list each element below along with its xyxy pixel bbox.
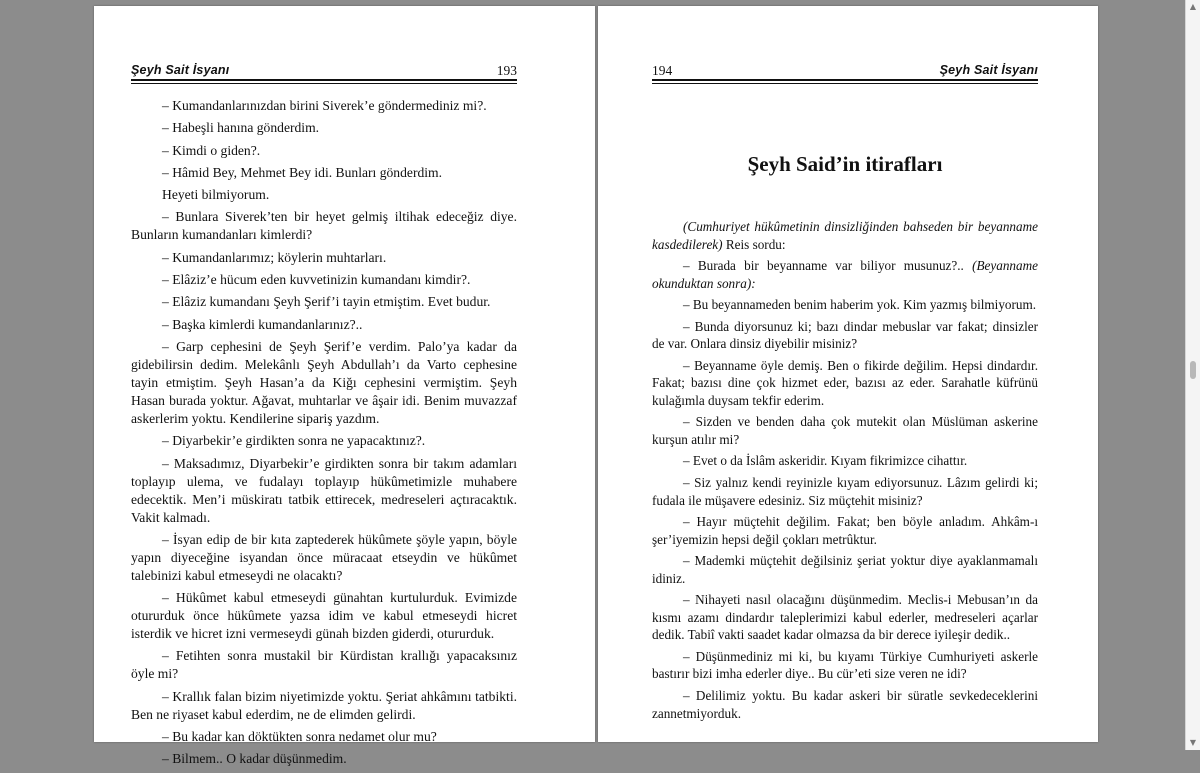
- scrollbar-thumb[interactable]: [1190, 361, 1196, 379]
- paragraph: – Beyanname öyle demiş. Ben o fikirde değilim. Hepsi dindardır. Fakat; bazısı dine çok hizmet eder, bazısı az eder. Sarahatle küfrünü kulağımla duysam tekfir ederim.: [652, 357, 1038, 408]
- intro-paragraph: [652, 218, 1038, 253]
- paragraph: – Kumandanlarımız; köylerin muhtarları.: [162, 249, 387, 265]
- left-header-rule-thick: [131, 79, 517, 81]
- paragraph: – Habeşli hanına gönderdim.: [162, 120, 320, 136]
- paragraph: – Elâziz’e hücum eden kuvvetinizin kumandanı kimdir?.: [162, 272, 471, 288]
- intro-italic-text: (Cumhuriyet hükûmetinin dinsizliğinden bahseden bir beyanname kasdedilerek): [652, 219, 1038, 252]
- right-page-number: 194: [652, 63, 673, 78]
- paragraph: – Delilimiz yoktu. Bu kadar askeri bir süratle sevkedeceklerini zannetmiyorduk.: [652, 687, 1038, 721]
- paragraph: – Diyarbekir’e girdikten sonra ne yapacaktınız?.: [162, 433, 426, 449]
- right-running-head: [652, 61, 1038, 81]
- intro-text: Reis sordu:: [722, 236, 786, 252]
- left-header-rule-thin: [131, 83, 517, 84]
- paragraph: – Hâmid Bey, Mehmet Bey idi. Bunları gönderdim.: [162, 164, 443, 180]
- right-header-rule-thick: [652, 79, 1038, 81]
- paragraph: – Nihayeti nasıl olacağını düşünmedim. Meclis-i Mebusan’ın da kısmı azamı dindardır taleplerimizi kabul ederler, medreseleri açarlar dedik. Tabiî vakti saadet kadar olmazsa da bir derece iyileşir dedik..: [652, 592, 1038, 643]
- right-header-rule-thin: [652, 83, 1038, 84]
- question-text: – Burada bir beyanname var biliyor musunuz?..: [683, 258, 973, 274]
- left-running-title: Şeyh Sait İsyanı: [131, 63, 230, 77]
- paragraph: – Hayır müçtehit değilim. Fakat; ben böyle anladım. Ahkâm-ı şer’iyemizin hepsi değil çokları metrûktur.: [652, 514, 1038, 547]
- paragraph: – Krallık falan bizim niyetimizde yoktu. Şeriat ahkâmını tatbikti. Ben ne riyaset kabul ederdim, ne de elimden gelirdi.: [131, 688, 517, 722]
- paragraph: – Bunda diyorsunuz ki; bazı dindar mebuslar var fakat; dinsizler de var. Onlara dinsiz diyebilir misiniz?: [652, 318, 1038, 352]
- paragraph: – Mademki müçtehit değilsiniz şeriat yoktur diye ayaklanmamalı idiniz.: [652, 553, 1038, 586]
- right-page-body: [652, 218, 1038, 726]
- left-page: [94, 6, 595, 767]
- paragraph: – Bilmem.. O kadar düşünmedim.: [162, 751, 347, 767]
- paragraph: – Kimdi o giden?.: [162, 142, 261, 158]
- paragraph: – Kumandanlarınızdan birini Siverek’e göndermediniz mi?.: [162, 98, 487, 113]
- paragraph: – Sizden ve benden daha çok mutekit olan Müslüman askerine kurşun atılır mi?: [652, 414, 1038, 447]
- scroll-up-arrow-icon[interactable]: ▲: [1189, 2, 1197, 11]
- paragraph: – Bu kadar kan döktükten sonra nedamet olur mu?: [162, 729, 437, 745]
- left-page-number: 193: [496, 63, 517, 78]
- paragraph: – Başka kimlerdi kumandanlarınız?..: [162, 316, 363, 332]
- paragraph: Heyeti bilmiyorum.: [162, 187, 270, 203]
- paragraph: – Evet o da İslâm askeridir. Kıyam fikrimizce cihattır.: [683, 453, 968, 469]
- vertical-scrollbar[interactable]: [1185, 0, 1200, 750]
- paragraph: – Maksadımız, Diyarbekir’e girdikten sonra bir takım adamları toplayıp ulema, ve fudalayı toplayıp hükûmetimizle muhabere edecektik. Men’i müskiratı tatbik ettirecek, medreseleri açtıracaktık. Vakit kalmadı.: [131, 455, 517, 525]
- paragraph: – Fetihten sonra mustakil bir Kürdistan krallığı yapacaksınız öyle mi?: [131, 648, 517, 682]
- paragraph: – İsyan edip de bir kıta zaptederek hükûmete şöyle yapın, böyle yapın diyeceğine isyandan önce müracaat etseydin ve hükûmet talebinizi kabul etmeseydi ne olacaktı?: [131, 531, 517, 583]
- paragraph: – Garp cephesini de Şeyh Şerif’e verdim. Palo’ya kadar da gidebilirsin dedim. Melekânlı Şeyh Abdullah’ı da Varto cephesine tayin etmiştim. Şeyh Hasan’a da Kiğı cephesini vermiştim. Şeyh Hasan burada yoktur. Ağavat, muhtarlar ve âşair idi. Benim muvazzaf askerlerim yoktu. Kendilerine sipariş yazdım.: [131, 338, 517, 426]
- right-page: [598, 6, 1098, 742]
- paragraph: – Elâziz kumandanı Şeyh Şerif’i tayin etmiştim. Evet budur.: [162, 294, 491, 310]
- left-page-body: [131, 97, 517, 773]
- paragraph: – Siz yalnız kendi reyinizle kıyam ediyorsunuz. Lâzım gelirdi ki; fudala ile müşavere edesiniz. Siz müçtehit misiniz?: [652, 474, 1038, 508]
- paragraph: [652, 257, 1038, 292]
- paragraph: – Düşünmediniz mi ki, bu kıyamı Türkiye Cumhuriyeti askerle bastırır bizi imha ederler diye.. Bu cür’eti size veren ne idi?: [652, 648, 1038, 682]
- chapter-title: Şeyh Said’in itirafları: [747, 152, 943, 176]
- paragraph: – Hükûmet kabul etmeseydi günahtan kurtulurduk. Evimizde otururduk önce hükûmete yazsa idim ve kabul etmeseydi hicret isterdik ve hicret izni vermeseydi günah bizden giderdi, otururduk.: [131, 590, 517, 642]
- left-running-head: [131, 61, 517, 81]
- paragraph: – Bunlara Siverek’ten bir heyet gelmiş iltihak edeceğiz diye. Bunların kumandanları kimlerdi?: [131, 209, 517, 243]
- paragraph: – Bu beyannameden benim haberim yok. Kim yazmış bilmiyorum.: [683, 297, 1037, 313]
- right-running-title: Şeyh Sait İsyanı: [939, 63, 1038, 77]
- scroll-down-arrow-icon[interactable]: ▼: [1189, 738, 1197, 747]
- stage-direction-italic: (Beyanname okunduktan sonra):: [652, 258, 1038, 291]
